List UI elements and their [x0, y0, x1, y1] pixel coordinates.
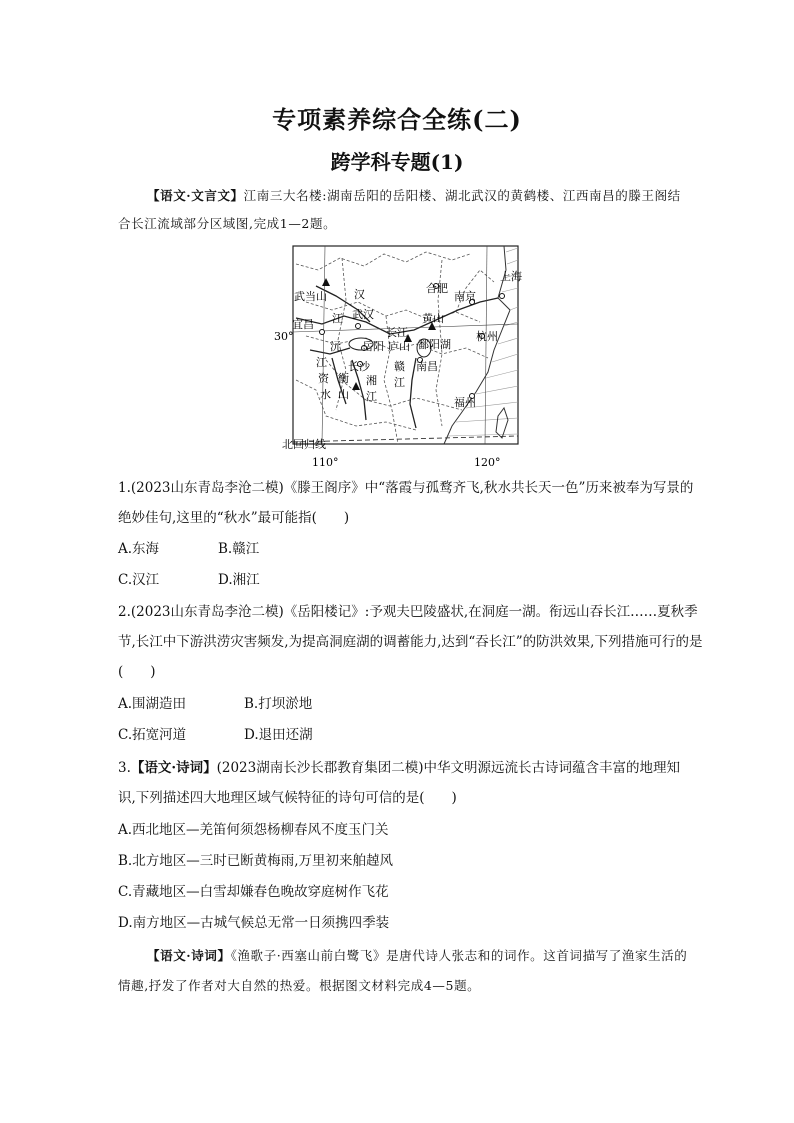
outro-line-1 [147, 946, 687, 966]
outro-tag: 【语文·诗词】 [147, 948, 231, 963]
map-place-label: 南昌 [416, 360, 438, 373]
taiwan-outline [496, 408, 508, 438]
meridian-120 [485, 246, 487, 444]
q2-option-a[interactable]: A.围湖造田 [118, 696, 187, 712]
map-place-label: 山 [338, 388, 349, 401]
question-3-number: 3. [118, 760, 131, 776]
map-place-label: 合肥 [426, 282, 448, 295]
map-place-label: 武汉 [352, 308, 374, 321]
map-place-label: 水 [320, 388, 331, 401]
question-1-line-1: 1.(2023山东青岛李沧二模)《滕王阁序》中“落霞与孤鹜齐飞,秋水共长天一色”历来被奉为写景的 [118, 480, 694, 496]
map-place-label: 庐山 [388, 340, 410, 353]
meridian-110 [322, 246, 325, 444]
map-place-label: 江 [332, 312, 343, 325]
map-place-label: 江 [394, 376, 405, 389]
map-place-label: 武当山 [294, 290, 327, 303]
map-place-label: 北回归线 [282, 438, 326, 451]
longitude-label: 110° [312, 456, 339, 469]
intro-line-1 [147, 186, 681, 206]
q3-option-c[interactable]: C.青藏地区—白雪却嫌春色晚故穿庭树作飞花 [118, 884, 389, 900]
latitude-label: 30° [274, 330, 294, 343]
question-3-line-2: 识,下列描述四大地理区域气候特征的诗句可信的是( ) [118, 790, 457, 806]
q2-option-c[interactable]: C.拓宽河道 [118, 727, 187, 743]
question-2-line-1: 2.(2023山东青岛李沧二模)《岳阳楼记》:予观夫巴陵盛状,在洞庭一湖。衔远山吞长江……夏秋季 [118, 604, 698, 620]
map-place-label: 江 [316, 356, 327, 369]
map-place-label: 湘 [366, 374, 377, 387]
q3-option-a[interactable]: A.西北地区—羌笛何须怨杨柳春风不度玉门关 [118, 822, 389, 838]
page-subtitle: 跨学科专题(1) [330, 150, 464, 174]
intro-tag: 【语文·文言文】 [147, 188, 244, 203]
q1-option-c[interactable]: C.汉江 [118, 572, 160, 588]
map-place-label: 宜昌 [292, 318, 314, 331]
map-place-label: 杭州 [476, 330, 498, 343]
map-place-label: 长江 [386, 326, 408, 339]
map-place-label: 赣 [394, 360, 405, 373]
question-3-line-1 [118, 758, 680, 778]
map-place-label: 江 [366, 390, 377, 403]
map-place-label: 沅 [330, 340, 341, 353]
question-3-text-1: (2023湖南长沙长郡教育集团二模)中华文明源远流长古诗词蕴含丰富的地理知 [216, 760, 680, 776]
map-place-label: 鄱阳湖 [418, 338, 451, 351]
map-place-label: 福州 [454, 396, 476, 409]
map-place-label: 黄山 [422, 312, 444, 325]
question-2-line-3: ( ) [118, 664, 156, 680]
question-1-line-2: 绝妙佳句,这里的“秋水”最可能指( ) [118, 510, 350, 526]
map-place-label: 上海 [500, 270, 522, 283]
map-place-label: 衡 [338, 372, 349, 385]
q1-option-d[interactable]: D.湘江 [218, 572, 260, 588]
outro-line-2: 情趣,抒发了作者对大自然的热爱。根据图文材料完成4—5题。 [118, 978, 481, 993]
intro-text-1: 江南三大名楼:湖南岳阳的岳阳楼、湖北武汉的黄鹤楼、江西南昌的滕王阁结 [243, 188, 681, 203]
q3-option-d[interactable]: D.南方地区—古城气候总无常一日须携四季装 [118, 915, 390, 931]
outro-text-1: 《渔歌子·西塞山前白鹭飞》是唐代诗人张志和的词作。这首词描写了渔家生活的 [230, 948, 688, 963]
question-3-tag: 【语文·诗词】 [130, 760, 217, 776]
q1-option-a[interactable]: A.东海 [118, 541, 160, 557]
map-place-label: 汉 [354, 288, 365, 301]
mountain-icon [322, 278, 330, 286]
yangtze-region-map [266, 240, 532, 470]
intro-line-2: 合长江流域部分区域图,完成1—2题。 [118, 216, 337, 231]
map-place-label: 岳阳 [362, 340, 384, 353]
q2-option-d[interactable]: D.退田还湖 [244, 727, 313, 743]
page-title: 专项素养综合全练(二) [272, 105, 522, 134]
tropic-of-cancer-line [293, 436, 518, 442]
q3-option-b[interactable]: B.北方地区—三时已断黄梅雨,万里初来舶趠风 [118, 853, 394, 869]
map-place-label: 南京 [454, 290, 476, 303]
longitude-label: 120° [474, 456, 501, 469]
q2-option-b[interactable]: B.打坝淤地 [244, 696, 313, 712]
q1-option-b[interactable]: B.赣江 [218, 541, 260, 557]
map-place-label: 长沙 [348, 360, 370, 373]
question-2-line-2: 节,长江中下游洪涝灾害频发,为提高洞庭湖的调蓄能力,达到“吞长江”的防洪效果,下列措施可行的是 [118, 634, 703, 650]
map-place-label: 资 [318, 372, 329, 385]
